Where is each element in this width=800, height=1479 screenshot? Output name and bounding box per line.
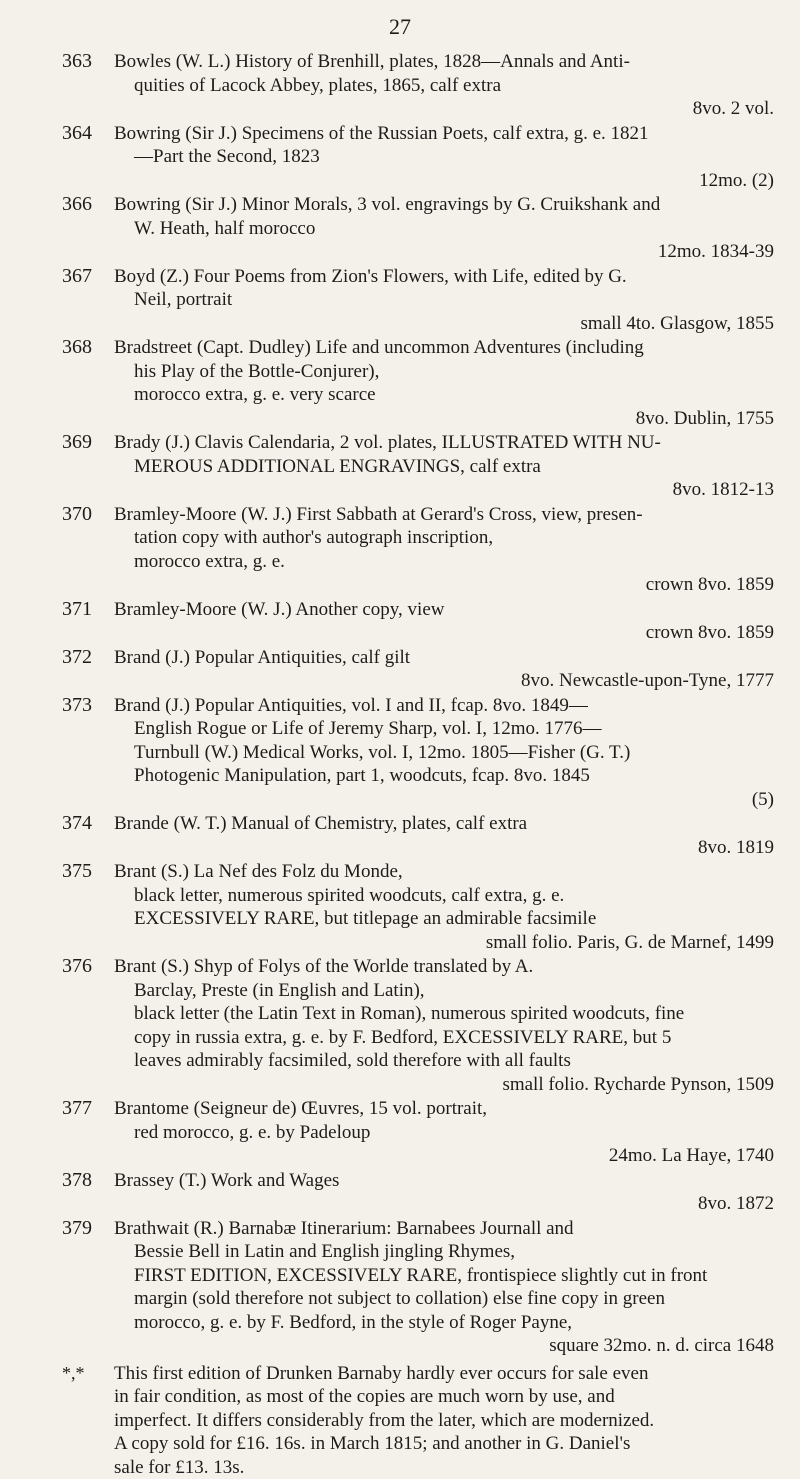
entry-text-line: Brassey (T.) Work and Wages [114,1169,774,1193]
entry-text-line: Brantome (Seigneur de) Œuvres, 15 vol. portrait, [114,1097,774,1121]
entry-text-line: Brand (J.) Popular Antiquities, calf gilt [114,646,774,670]
entry-text-line: Bramley-Moore (W. J.) First Sabbath at Gerard's Cross, view, presen- [114,503,774,527]
catalogue-entry [62,1097,774,1168]
entry-text-line: Barclay, Preste (in English and Latin), [114,979,774,1003]
entry-text-line: Bradstreet (Capt. Dudley) Life and uncommon Adventures (including [114,336,774,360]
entry-text-line: Brant (S.) Shyp of Folys of the Worlde translated by A. [114,955,774,979]
note-text-line: in fair condition, as most of the copies are much worn by use, and [114,1385,774,1409]
entry-format-date: crown 8vo. 1859 [114,573,774,597]
catalogue-entry [62,1169,774,1216]
entry-text-line: Bramley-Moore (W. J.) Another copy, view [114,598,774,622]
lot-number: 370 [62,503,92,527]
entry-text-line: Bessie Bell in Latin and English jingling Rhymes, [114,1240,774,1264]
entry-format-date: (5) [114,788,774,812]
catalogue-entry [62,646,774,693]
entry-format-date: small folio. Rycharde Pynson, 1509 [114,1073,774,1097]
page-number: 27 [0,14,800,40]
entry-text-line: Brant (S.) La Nef des Folz du Monde, [114,860,774,884]
entry-text-line: black letter, numerous spirited woodcuts, calf extra, g. e. [114,884,774,908]
catalogue-entry [62,50,774,121]
entry-text-line: W. Heath, half morocco [114,217,774,241]
lot-number: 367 [62,265,92,289]
entry-format-date: 8vo. 2 vol. [114,97,774,121]
note-marker: *,* [62,1362,85,1386]
entry-format-date: 8vo. 1819 [114,836,774,860]
entry-format-date: 8vo. 1812-13 [114,478,774,502]
note-text-line: imperfect. It differs considerably from the later, which are modernized. [114,1409,774,1433]
catalogue-entry [62,860,774,954]
lot-number: 369 [62,431,92,455]
entry-text-line: —Part the Second, 1823 [114,145,774,169]
note-text-line: A copy sold for £16. 16s. in March 1815; and another in G. Daniel's [114,1432,774,1456]
entry-text-line: Turnbull (W.) Medical Works, vol. I, 12mo. 1805—Fisher (G. T.) [114,741,774,765]
entry-format-date: 8vo. 1872 [114,1192,774,1216]
lot-number: 366 [62,193,92,217]
lot-number: 364 [62,122,92,146]
entry-text-line: margin (sold therefore not subject to collation) else fine copy in green [114,1287,774,1311]
entry-text-line: copy in russia extra, g. e. by F. Bedford, EXCESSIVELY RARE, but 5 [114,1026,774,1050]
entry-text-line: Bowles (W. L.) History of Brenhill, plates, 1828—Annals and Anti- [114,50,774,74]
entry-text-line: Photogenic Manipulation, part 1, woodcuts, fcap. 8vo. 1845 [114,764,774,788]
entry-text-line: morocco extra, g. e. very scarce [114,383,774,407]
entry-text-line: morocco, g. e. by F. Bedford, in the style of Roger Payne, [114,1311,774,1335]
catalogue-entries [62,50,774,1479]
lot-number: 372 [62,646,92,670]
entry-text-line: tation copy with author's autograph inscription, [114,526,774,550]
lot-number: 373 [62,694,92,718]
catalogue-entry [62,598,774,645]
entry-format-date: square 32mo. n. d. circa 1648 [114,1334,774,1358]
lot-number: 376 [62,955,92,979]
catalogue-entry [62,265,774,336]
entry-format-date: 8vo. Dublin, 1755 [114,407,774,431]
lot-number: 379 [62,1217,92,1241]
lot-number: 377 [62,1097,92,1121]
lot-number: 374 [62,812,92,836]
entry-text-line: Brande (W. T.) Manual of Chemistry, plates, calf extra [114,812,774,836]
lot-number: 363 [62,50,92,74]
lot-number: 378 [62,1169,92,1193]
catalogue-entry [62,122,774,193]
lot-number: 375 [62,860,92,884]
entry-text-line: his Play of the Bottle-Conjurer), [114,360,774,384]
entry-format-date: 24mo. La Haye, 1740 [114,1144,774,1168]
entry-format-date: small 4to. Glasgow, 1855 [114,312,774,336]
entry-text-line: Brady (J.) Clavis Calendaria, 2 vol. plates, ILLUSTRATED WITH NU- [114,431,774,455]
note-text-line: This first edition of Drunken Barnaby hardly ever occurs for sale even [114,1362,774,1386]
catalogue-entry [62,694,774,812]
entry-format-date: 8vo. Newcastle-upon-Tyne, 1777 [114,669,774,693]
entry-text-line: Brand (J.) Popular Antiquities, vol. I and II, fcap. 8vo. 1849— [114,694,774,718]
entry-text-line: EXCESSIVELY RARE, but titlepage an admirable facsimile [114,907,774,931]
note-text-line: sale for £13. 13s. [114,1456,774,1479]
entry-text-line: morocco extra, g. e. [114,550,774,574]
entry-text-line: English Rogue or Life of Jeremy Sharp, vol. I, 12mo. 1776— [114,717,774,741]
bibliographic-note [62,1362,774,1479]
entry-text-line: leaves admirably facsimiled, sold therefore with all faults [114,1049,774,1073]
entry-text-line: FIRST EDITION, EXCESSIVELY RARE, frontispiece slightly cut in front [114,1264,774,1288]
entry-format-date: 12mo. (2) [114,169,774,193]
entry-text-line: quities of Lacock Abbey, plates, 1865, calf extra [114,74,774,98]
entry-text-line: MEROUS ADDITIONAL ENGRAVINGS, calf extra [114,455,774,479]
entry-text-line: Neil, portrait [114,288,774,312]
catalogue-entry [62,812,774,859]
entry-format-date: 12mo. 1834-39 [114,240,774,264]
entry-format-date: small folio. Paris, G. de Marnef, 1499 [114,931,774,955]
entry-text-line: Brathwait (R.) Barnabæ Itinerarium: Barnabees Journall and [114,1217,774,1241]
entry-text-line: Bowring (Sir J.) Specimens of the Russian Poets, calf extra, g. e. 1821 [114,122,774,146]
entry-text-line: Boyd (Z.) Four Poems from Zion's Flowers, with Life, edited by G. [114,265,774,289]
lot-number: 368 [62,336,92,360]
catalogue-entry [62,955,774,1096]
catalogue-entry [62,193,774,264]
catalogue-entry [62,503,774,597]
entry-text-line: Bowring (Sir J.) Minor Morals, 3 vol. engravings by G. Cruikshank and [114,193,774,217]
entry-format-date: crown 8vo. 1859 [114,621,774,645]
lot-number: 371 [62,598,92,622]
catalogue-entry [62,1217,774,1358]
catalogue-entry [62,431,774,502]
entry-text-line: black letter (the Latin Text in Roman), numerous spirited woodcuts, fine [114,1002,774,1026]
catalogue-entry [62,336,774,430]
entry-text-line: red morocco, g. e. by Padeloup [114,1121,774,1145]
